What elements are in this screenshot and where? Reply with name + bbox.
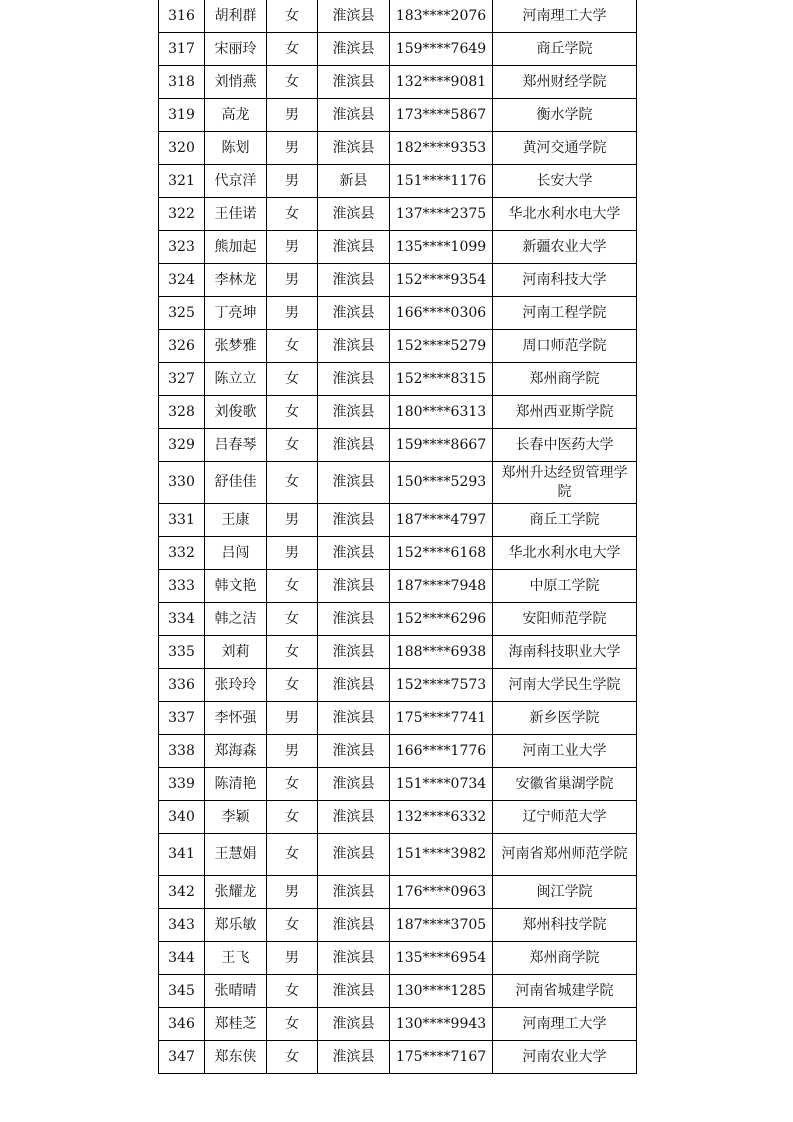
table-body (159, 0, 637, 1074)
county-cell: 淮滨县 (318, 198, 390, 231)
name-cell: 张梦雅 (205, 330, 267, 363)
phone-cell: 130****9943 (390, 1008, 493, 1041)
table-row (159, 834, 637, 876)
phone-cell: 176****0963 (390, 876, 493, 909)
name-cell: 代京洋 (205, 165, 267, 198)
school-cell: 郑州商学院 (493, 942, 637, 975)
row-number-cell: 338 (159, 735, 205, 768)
table-row (159, 99, 637, 132)
school-cell: 河南理工大学 (493, 1008, 637, 1041)
phone-cell: 152****6296 (390, 603, 493, 636)
county-cell: 新县 (318, 165, 390, 198)
table-row (159, 570, 637, 603)
table-row (159, 975, 637, 1008)
name-cell: 刘俊歌 (205, 396, 267, 429)
gender-cell: 男 (267, 735, 318, 768)
phone-cell: 150****5293 (390, 462, 493, 504)
name-cell: 熊加起 (205, 231, 267, 264)
row-number-cell: 334 (159, 603, 205, 636)
county-cell: 淮滨县 (318, 636, 390, 669)
table-row (159, 636, 637, 669)
county-cell: 淮滨县 (318, 429, 390, 462)
county-cell: 淮滨县 (318, 33, 390, 66)
school-cell: 中原工学院 (493, 570, 637, 603)
student-table (158, 0, 637, 1074)
phone-cell: 152****9354 (390, 264, 493, 297)
table-row (159, 801, 637, 834)
gender-cell: 女 (267, 570, 318, 603)
table-row (159, 198, 637, 231)
county-cell: 淮滨县 (318, 735, 390, 768)
school-cell: 河南大学民生学院 (493, 669, 637, 702)
phone-cell: 132****6332 (390, 801, 493, 834)
table-row (159, 909, 637, 942)
phone-cell: 173****5867 (390, 99, 493, 132)
phone-cell: 182****9353 (390, 132, 493, 165)
gender-cell: 女 (267, 0, 318, 33)
county-cell: 淮滨县 (318, 1008, 390, 1041)
school-cell: 黄河交通学院 (493, 132, 637, 165)
row-number-cell: 328 (159, 396, 205, 429)
row-number-cell: 331 (159, 504, 205, 537)
gender-cell: 女 (267, 669, 318, 702)
row-number-cell: 318 (159, 66, 205, 99)
table-row (159, 504, 637, 537)
name-cell: 张耀龙 (205, 876, 267, 909)
name-cell: 王康 (205, 504, 267, 537)
table-row (159, 396, 637, 429)
row-number-cell: 335 (159, 636, 205, 669)
county-cell: 淮滨县 (318, 702, 390, 735)
row-number-cell: 330 (159, 462, 205, 504)
row-number-cell: 323 (159, 231, 205, 264)
county-cell: 淮滨县 (318, 834, 390, 876)
gender-cell: 男 (267, 264, 318, 297)
school-cell: 安徽省巢湖学院 (493, 768, 637, 801)
row-number-cell: 341 (159, 834, 205, 876)
phone-cell: 183****2076 (390, 0, 493, 33)
table-row (159, 735, 637, 768)
name-cell: 韩文艳 (205, 570, 267, 603)
table-row (159, 429, 637, 462)
school-cell: 河南省郑州师范学院 (493, 834, 637, 876)
school-cell: 新疆农业大学 (493, 231, 637, 264)
name-cell: 高龙 (205, 99, 267, 132)
phone-cell: 166****1776 (390, 735, 493, 768)
gender-cell: 女 (267, 834, 318, 876)
table-row (159, 1008, 637, 1041)
table-row (159, 603, 637, 636)
name-cell: 韩之洁 (205, 603, 267, 636)
school-cell: 新乡医学院 (493, 702, 637, 735)
school-cell: 安阳师范学院 (493, 603, 637, 636)
phone-cell: 135****6954 (390, 942, 493, 975)
phone-cell: 135****1099 (390, 231, 493, 264)
phone-cell: 180****6313 (390, 396, 493, 429)
row-number-cell: 320 (159, 132, 205, 165)
table-row (159, 669, 637, 702)
school-cell: 华北水利水电大学 (493, 537, 637, 570)
gender-cell: 女 (267, 603, 318, 636)
name-cell: 王佳诺 (205, 198, 267, 231)
name-cell: 吕春琴 (205, 429, 267, 462)
table-row (159, 942, 637, 975)
county-cell: 淮滨县 (318, 975, 390, 1008)
row-number-cell: 342 (159, 876, 205, 909)
school-cell: 长安大学 (493, 165, 637, 198)
name-cell: 舒佳佳 (205, 462, 267, 504)
phone-cell: 187****7948 (390, 570, 493, 603)
gender-cell: 男 (267, 702, 318, 735)
name-cell: 郑桂芝 (205, 1008, 267, 1041)
gender-cell: 男 (267, 876, 318, 909)
table-row (159, 231, 637, 264)
county-cell: 淮滨县 (318, 504, 390, 537)
gender-cell: 男 (267, 942, 318, 975)
gender-cell: 男 (267, 99, 318, 132)
row-number-cell: 343 (159, 909, 205, 942)
county-cell: 淮滨县 (318, 264, 390, 297)
gender-cell: 女 (267, 33, 318, 66)
row-number-cell: 337 (159, 702, 205, 735)
name-cell: 陈立立 (205, 363, 267, 396)
phone-cell: 187****3705 (390, 909, 493, 942)
name-cell: 李怀强 (205, 702, 267, 735)
name-cell: 李颖 (205, 801, 267, 834)
phone-cell: 151****1176 (390, 165, 493, 198)
name-cell: 王慧娟 (205, 834, 267, 876)
row-number-cell: 345 (159, 975, 205, 1008)
school-cell: 商丘学院 (493, 33, 637, 66)
row-number-cell: 347 (159, 1041, 205, 1074)
school-cell: 海南科技职业大学 (493, 636, 637, 669)
county-cell: 淮滨县 (318, 396, 390, 429)
row-number-cell: 326 (159, 330, 205, 363)
row-number-cell: 324 (159, 264, 205, 297)
table-row (159, 165, 637, 198)
name-cell: 李林龙 (205, 264, 267, 297)
row-number-cell: 322 (159, 198, 205, 231)
row-number-cell: 333 (159, 570, 205, 603)
school-cell: 河南工程学院 (493, 297, 637, 330)
county-cell: 淮滨县 (318, 909, 390, 942)
table-row (159, 33, 637, 66)
county-cell: 淮滨县 (318, 0, 390, 33)
phone-cell: 152****7573 (390, 669, 493, 702)
phone-cell: 152****6168 (390, 537, 493, 570)
gender-cell: 女 (267, 198, 318, 231)
phone-cell: 137****2375 (390, 198, 493, 231)
phone-cell: 130****1285 (390, 975, 493, 1008)
gender-cell: 男 (267, 537, 318, 570)
row-number-cell: 325 (159, 297, 205, 330)
gender-cell: 男 (267, 231, 318, 264)
gender-cell: 女 (267, 1008, 318, 1041)
county-cell: 淮滨县 (318, 363, 390, 396)
school-cell: 河南省城建学院 (493, 975, 637, 1008)
table-row (159, 297, 637, 330)
table-row (159, 702, 637, 735)
name-cell: 吕闯 (205, 537, 267, 570)
phone-cell: 175****7167 (390, 1041, 493, 1074)
row-number-cell: 339 (159, 768, 205, 801)
row-number-cell: 336 (159, 669, 205, 702)
name-cell: 张玲玲 (205, 669, 267, 702)
table-row (159, 132, 637, 165)
school-cell: 河南理工大学 (493, 0, 637, 33)
table-row (159, 1041, 637, 1074)
table-row (159, 264, 637, 297)
name-cell: 胡利群 (205, 0, 267, 33)
gender-cell: 女 (267, 909, 318, 942)
school-cell: 郑州财经学院 (493, 66, 637, 99)
school-cell: 郑州商学院 (493, 363, 637, 396)
name-cell: 陈清艳 (205, 768, 267, 801)
school-cell: 商丘工学院 (493, 504, 637, 537)
gender-cell: 女 (267, 330, 318, 363)
county-cell: 淮滨县 (318, 603, 390, 636)
row-number-cell: 327 (159, 363, 205, 396)
name-cell: 郑乐敏 (205, 909, 267, 942)
school-cell: 华北水利水电大学 (493, 198, 637, 231)
phone-cell: 132****9081 (390, 66, 493, 99)
phone-cell: 151****3982 (390, 834, 493, 876)
school-cell: 辽宁师范大学 (493, 801, 637, 834)
county-cell: 淮滨县 (318, 462, 390, 504)
county-cell: 淮滨县 (318, 768, 390, 801)
phone-cell: 175****7741 (390, 702, 493, 735)
gender-cell: 男 (267, 165, 318, 198)
phone-cell: 188****6938 (390, 636, 493, 669)
county-cell: 淮滨县 (318, 1041, 390, 1074)
county-cell: 淮滨县 (318, 942, 390, 975)
school-cell: 长春中医药大学 (493, 429, 637, 462)
school-cell: 郑州西亚斯学院 (493, 396, 637, 429)
gender-cell: 女 (267, 66, 318, 99)
gender-cell: 女 (267, 768, 318, 801)
phone-cell: 187****4797 (390, 504, 493, 537)
county-cell: 淮滨县 (318, 330, 390, 363)
phone-cell: 166****0306 (390, 297, 493, 330)
county-cell: 淮滨县 (318, 231, 390, 264)
county-cell: 淮滨县 (318, 297, 390, 330)
county-cell: 淮滨县 (318, 876, 390, 909)
gender-cell: 男 (267, 132, 318, 165)
name-cell: 丁亮坤 (205, 297, 267, 330)
school-cell: 周口师范学院 (493, 330, 637, 363)
county-cell: 淮滨县 (318, 801, 390, 834)
table-row (159, 537, 637, 570)
gender-cell: 女 (267, 975, 318, 1008)
school-cell: 河南工业大学 (493, 735, 637, 768)
row-number-cell: 329 (159, 429, 205, 462)
name-cell: 宋丽玲 (205, 33, 267, 66)
table-row (159, 363, 637, 396)
name-cell: 王飞 (205, 942, 267, 975)
school-cell: 衡水学院 (493, 99, 637, 132)
gender-cell: 女 (267, 429, 318, 462)
table-row (159, 876, 637, 909)
name-cell: 张晴晴 (205, 975, 267, 1008)
phone-cell: 152****5279 (390, 330, 493, 363)
gender-cell: 女 (267, 1041, 318, 1074)
name-cell: 刘悄燕 (205, 66, 267, 99)
gender-cell: 男 (267, 297, 318, 330)
county-cell: 淮滨县 (318, 669, 390, 702)
name-cell: 陈划 (205, 132, 267, 165)
county-cell: 淮滨县 (318, 537, 390, 570)
school-cell: 河南农业大学 (493, 1041, 637, 1074)
gender-cell: 女 (267, 396, 318, 429)
row-number-cell: 346 (159, 1008, 205, 1041)
row-number-cell: 317 (159, 33, 205, 66)
gender-cell: 女 (267, 636, 318, 669)
table-row (159, 330, 637, 363)
row-number-cell: 319 (159, 99, 205, 132)
county-cell: 淮滨县 (318, 99, 390, 132)
school-cell: 郑州升达经贸管理学院 (493, 462, 637, 504)
phone-cell: 159****7649 (390, 33, 493, 66)
table-row (159, 768, 637, 801)
table-row (159, 66, 637, 99)
row-number-cell: 340 (159, 801, 205, 834)
name-cell: 郑海森 (205, 735, 267, 768)
gender-cell: 女 (267, 462, 318, 504)
table-row (159, 462, 637, 504)
gender-cell: 女 (267, 363, 318, 396)
school-cell: 河南科技大学 (493, 264, 637, 297)
name-cell: 郑东侠 (205, 1041, 267, 1074)
table-row (159, 0, 637, 33)
row-number-cell: 316 (159, 0, 205, 33)
county-cell: 淮滨县 (318, 66, 390, 99)
phone-cell: 152****8315 (390, 363, 493, 396)
county-cell: 淮滨县 (318, 570, 390, 603)
phone-cell: 151****0734 (390, 768, 493, 801)
school-cell: 郑州科技学院 (493, 909, 637, 942)
row-number-cell: 321 (159, 165, 205, 198)
school-cell: 闽江学院 (493, 876, 637, 909)
row-number-cell: 332 (159, 537, 205, 570)
row-number-cell: 344 (159, 942, 205, 975)
name-cell: 刘莉 (205, 636, 267, 669)
gender-cell: 女 (267, 801, 318, 834)
phone-cell: 159****8667 (390, 429, 493, 462)
county-cell: 淮滨县 (318, 132, 390, 165)
gender-cell: 男 (267, 504, 318, 537)
